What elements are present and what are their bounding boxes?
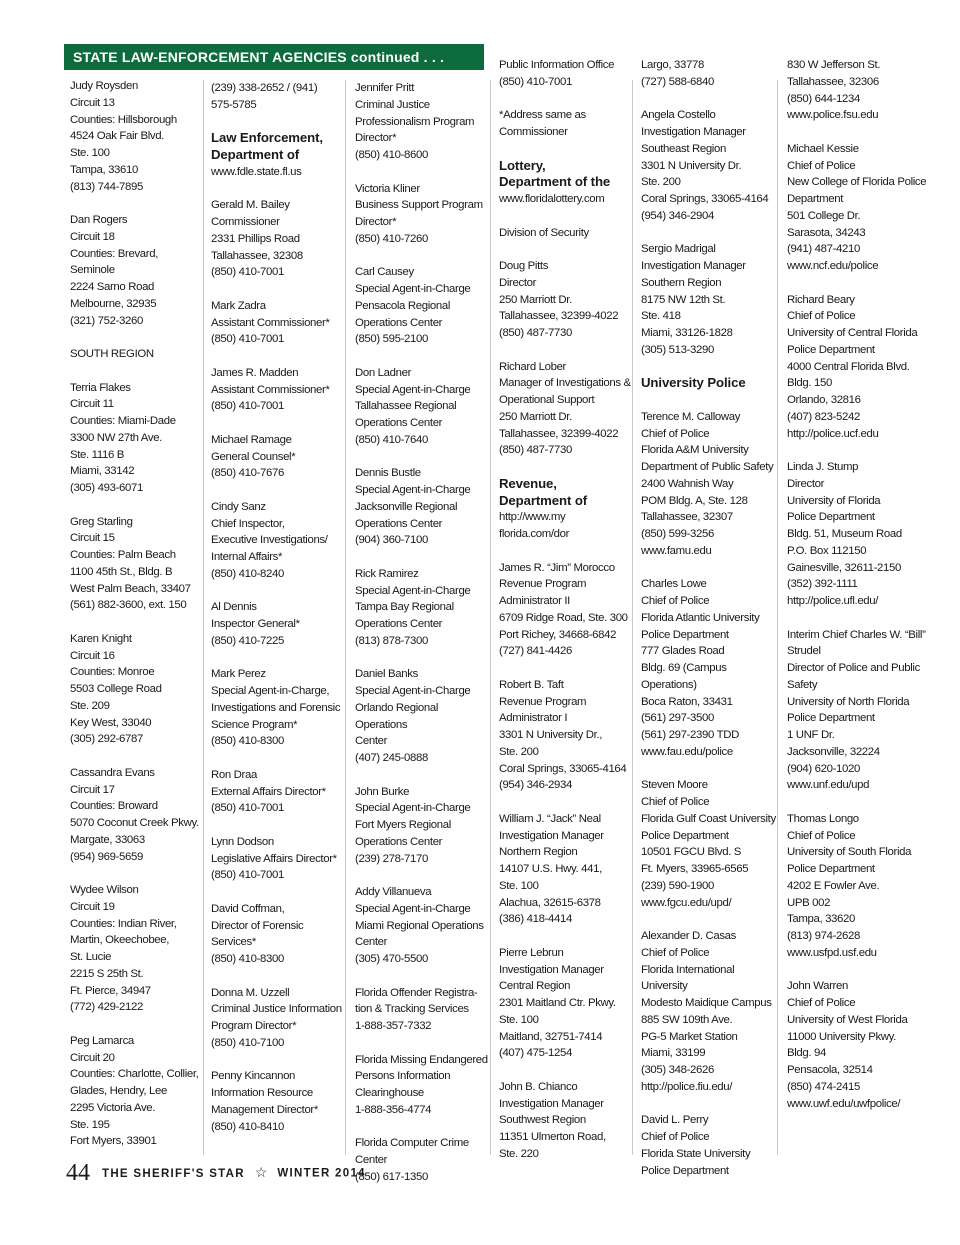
directory-entry: Gerald M. Bailey Commissioner 2331 Phillips Road Tallahassee, 32308 (850) 410-7001	[211, 199, 303, 279]
section-heading: Lottery, Department of the	[499, 157, 611, 190]
directory-column-5	[641, 57, 776, 1196]
directory-entry: Rick Ramirez Special Agent-in-Charge Tampa Bay Regional Operations Center (813) 878-7300	[355, 567, 471, 647]
directory-entry: William J. “Jack” Neal Investigation Manager Northern Region 14107 U.S. Hwy. 441, Ste. 100 Alachua, 32615-6378 (386) 418-4414	[499, 812, 604, 926]
directory-entry: Don Ladner Special Agent-in-Charge Tallahassee Regional Operations Center (850) 410-7640	[355, 366, 471, 446]
directory-entry: Robert B. Taft Revenue Program Administrator I 3301 N University Dr., Ste. 200 Coral Springs, 33065-4164 (954) 346-2934	[499, 678, 627, 792]
directory-entry: Public Information Office (850) 410-7001	[499, 59, 615, 88]
directory-entry: James R. “Jim” Morocco Revenue Program Administrator II 6709 Ridge Road, Ste. 300 Port Richey, 34668-6842 (727) 841-4426	[499, 561, 628, 658]
directory-entry: Pierre Lebrun Investigation Manager Central Region 2301 Maitland Ctr. Pkwy. Ste. 100 Maitland, 32751-7414 (407) 475-1254	[499, 946, 616, 1060]
page-footer	[66, 1160, 366, 1187]
directory-entry: Daniel Banks Special Agent-in-Charge Orlando Regional Operations Center (407) 245-0888	[355, 668, 471, 764]
directory-entry: Ron Draa External Affairs Director* (850) 410-7001	[211, 768, 326, 815]
directory-entry: Penny Kincannon Information Resource Management Director* (850) 410-8410	[211, 1070, 318, 1133]
issue-date: WINTER 2014	[277, 1167, 366, 1180]
directory-entry: Mark Zadra Assistant Commissioner* (850) 410-7001	[211, 299, 330, 346]
directory-column-3	[355, 80, 488, 1202]
directory-entry: David L. Perry Chief of Police Florida State University Police Department	[641, 1114, 751, 1177]
directory-entry: Addy Villanueva Special Agent-in-Charge Miami Regional Operations Center (305) 470-5500	[355, 886, 484, 965]
directory-column-6	[787, 57, 927, 1129]
directory-entry: Peg Lamarca Circuit 20 Counties: Charlotte, Collier, Glades, Hendry, Lee 2295 Victoria Ave. Ste. 195 Fort Myers, 33901	[70, 1034, 199, 1148]
star-icon: ☆	[254, 1166, 268, 1181]
directory-column-1	[70, 78, 202, 1167]
directory-entry: Florida Offender Registra- tion & Tracking Services 1-888-357-7332	[355, 986, 478, 1032]
column-divider	[777, 80, 778, 1155]
directory-entry: James R. Madden Assistant Commissioner* (850) 410-7001	[211, 366, 330, 413]
directory-column-2	[211, 80, 343, 1152]
publication-name: THE SHERIFF'S STAR	[102, 1167, 245, 1180]
column-divider	[490, 80, 491, 1155]
section-banner: STATE LAW-ENFORCEMENT AGENCIES continued . . .	[64, 44, 484, 70]
directory-entry: Donna M. Uzzell Criminal Justice Information Program Director* (850) 410-7100	[211, 986, 342, 1049]
directory-entry: Thomas Longo Chief of Police University of South Florida Police Department 4202 E Fowler Ave. UPB 002 Tampa, 33620 (813) 974-2628 www.usfpd.usf.edu	[787, 812, 912, 959]
directory-entry: Cassandra Evans Circuit 17 Counties: Broward 5070 Coconut Creek Pkwy. Margate, 33063 (954) 969-5659	[70, 766, 199, 863]
column-divider	[203, 80, 204, 1155]
directory-entry: Largo, 33778 (727) 588-6840	[641, 59, 714, 88]
column-divider	[632, 80, 633, 1155]
directory-entry: Judy Roysden Circuit 13 Counties: Hillsborough 4524 Oak Fair Blvd. Ste. 100 Tampa, 33610 (813) 744-7895	[70, 80, 177, 193]
directory-entry: John B. Chianco Investigation Manager Southwest Region 11351 Ulmerton Road, Ste. 220	[499, 1080, 606, 1160]
directory-entry: Alexander D. Casas Chief of Police Florida International University Modesto Maidique Campus 885 SW 109th Ave. PG-5 Market Station Miami, 33199 (305) 348-2626 http://police.fiu.edu/	[641, 930, 772, 1093]
directory-entry: Florida Computer Crime Center (850) 617-1350	[355, 1137, 469, 1183]
directory-entry: Terria Flakes Circuit 11 Counties: Miami-Dade 3300 NW 27th Ave. Ste. 1116 B Miami, 33142 (305) 493-6071	[70, 381, 176, 494]
directory-entry: Cindy Sanz Chief Inspector, Executive Investigations/ Internal Affairs* (850) 410-8240	[211, 500, 328, 580]
directory-entry: Al Dennis Inspector General* (850) 410-7225	[211, 601, 300, 647]
directory-entry: Steven Moore Chief of Police Florida Gulf Coast University Police Department 10501 FGCU Blvd. S Ft. Myers, 33965-6565 (239) 590-1900 www.fgcu.edu/upd/	[641, 779, 776, 909]
directory-entry: Florida Missing Endangered Persons Information Clearinghouse 1-888-356-4774	[355, 1053, 488, 1116]
directory-column-4	[499, 57, 631, 1179]
directory-entry: Michael Kessie Chief of Police New College of Florida Police Department 501 College Dr. Sarasota, 34243 (941) 487-4210 www.ncf.edu/police	[787, 142, 927, 272]
directory-entry: www.fdle.state.fl.us	[211, 165, 302, 178]
directory-entry: David Coffman, Director of Forensic Services* (850) 410-8300	[211, 902, 304, 965]
directory-entry: Interim Chief Charles W. “Bill” Strudel Director of Police and Public Safety University of North Florida Police Department 1 UNF Dr. Jacksonville, 32224 (904) 620-1020 www.unf.edu/upd	[787, 628, 926, 792]
directory-entry: 830 W Jefferson St. Tallahassee, 32306 (850) 644-1234 www.police.fsu.edu	[787, 59, 881, 122]
page-number: 44	[66, 1160, 90, 1186]
directory-entry: Terence M. Calloway Chief of Police Florida A&M University Department of Public Safety 2400 Wahnish Way POM Bldg. A, Ste. 128 Tallahassee, 32307 (850) 599-3256 www.famu.edu	[641, 410, 774, 557]
section-heading: University Police	[641, 375, 746, 391]
directory-entry: John Burke Special Agent-in-Charge Fort Myers Regional Operations Center (239) 278-7170	[355, 785, 471, 865]
directory-entry: Doug Pitts Director 250 Marriott Dr. Tallahassee, 32399-4022 (850) 487-7730	[499, 260, 619, 339]
directory-entry: Division of Security	[499, 226, 589, 239]
directory-entry: John Warren Chief of Police University of West Florida 11000 University Pkwy. Bldg. 94 Pensacola, 32514 (850) 474-2415 www.uwf.edu/uwfpolice/	[787, 980, 908, 1110]
directory-entry: Jennifer Pritt Criminal Justice Professionalism Program Director* (850) 410-8600	[355, 82, 475, 161]
directory-entry: Linda J. Stump Director University of Florida Police Department Bldg. 51, Museum Road P.O. Box 112150 Gainesville, 32611-2150 (352) 392-1111 http://police.ufl.edu/	[787, 461, 902, 607]
directory-entry: Lynn Dodson Legislative Affairs Director* (850) 410-7001	[211, 835, 337, 882]
directory-entry: Carl Causey Special Agent-in-Charge Pensacola Regional Operations Center (850) 595-2100	[355, 266, 471, 346]
directory-entry: SOUTH REGION	[70, 348, 154, 360]
directory-entry: http://www.my florida.com/dor	[499, 511, 570, 540]
directory-entry: Richard Lober Manager of Investigations & Operational Support 250 Marriott Dr. Tallahassee, 32399-4022 (850) 487-7730	[499, 360, 631, 457]
directory-entry: Greg Starling Circuit 15 Counties: Palm Beach 1100 45th St., Bldg. B West Palm Beach, 33407 (561) 882-3600, ext. 150	[70, 515, 191, 612]
directory-entry: Dan Rogers Circuit 18 Counties: Brevard, Seminole 2224 Sarno Road Melbourne, 32935 (321) 752-3260	[70, 214, 159, 327]
directory-entry: *Address same as Commissioner	[499, 109, 586, 138]
section-heading: Revenue, Department of	[499, 475, 588, 508]
directory-entry: Angela Costello Investigation Manager Southeast Region 3301 N University Dr. Ste. 200 Coral Springs, 33065-4164 (954) 346-2904	[641, 109, 769, 222]
section-heading: Law Enforcement, Department of	[211, 130, 323, 162]
directory-entry: Michael Ramage General Counsel* (850) 410-7676	[211, 433, 296, 480]
directory-entry: Karen Knight Circuit 16 Counties: Monroe 5503 College Road Ste. 209 Key West, 33040 (305) 292-6787	[70, 632, 162, 746]
directory-entry: Dennis Bustle Special Agent-in-Charge Jacksonville Regional Operations Center (904) 360-7100	[355, 467, 471, 547]
directory-entry: Victoria Kliner Business Support Program Director* (850) 410-7260	[355, 182, 483, 245]
column-divider	[345, 80, 346, 1155]
directory-entry: Mark Perez Special Agent-in-Charge, Investigations and Forensic Science Program* (850) 410-8300	[211, 668, 341, 748]
directory-entry: Wydee Wilson Circuit 19 Counties: Indian River, Martin, Okeechobee, St. Lucie 2215 S 25th St. Ft. Pierce, 34947 (772) 429-2122	[70, 884, 177, 1014]
directory-entry: Richard Beary Chief of Police University of Central Florida Police Department 4000 Central Florida Blvd. Bldg. 150 Orlando, 32816 (407) 823-5242 http://police.ucf.edu	[787, 293, 918, 440]
directory-entry: Charles Lowe Chief of Police Florida Atlantic University Police Department 777 Glades Road Bldg. 69 (Campus Operations) Boca Raton, 33431 (561) 297-3500 (561) 297-2390 TDD www.fau.edu/police	[641, 578, 760, 758]
directory-entry: www.floridalottery.com	[499, 193, 605, 205]
directory-entry: (239) 338-2652 / (941) 575-5785	[211, 82, 318, 111]
directory-entry: Sergio Madrigal Investigation Manager Southern Region 8175 NW 12th St. Ste. 418 Miami, 33126-1828 (305) 513-3290	[641, 243, 746, 356]
